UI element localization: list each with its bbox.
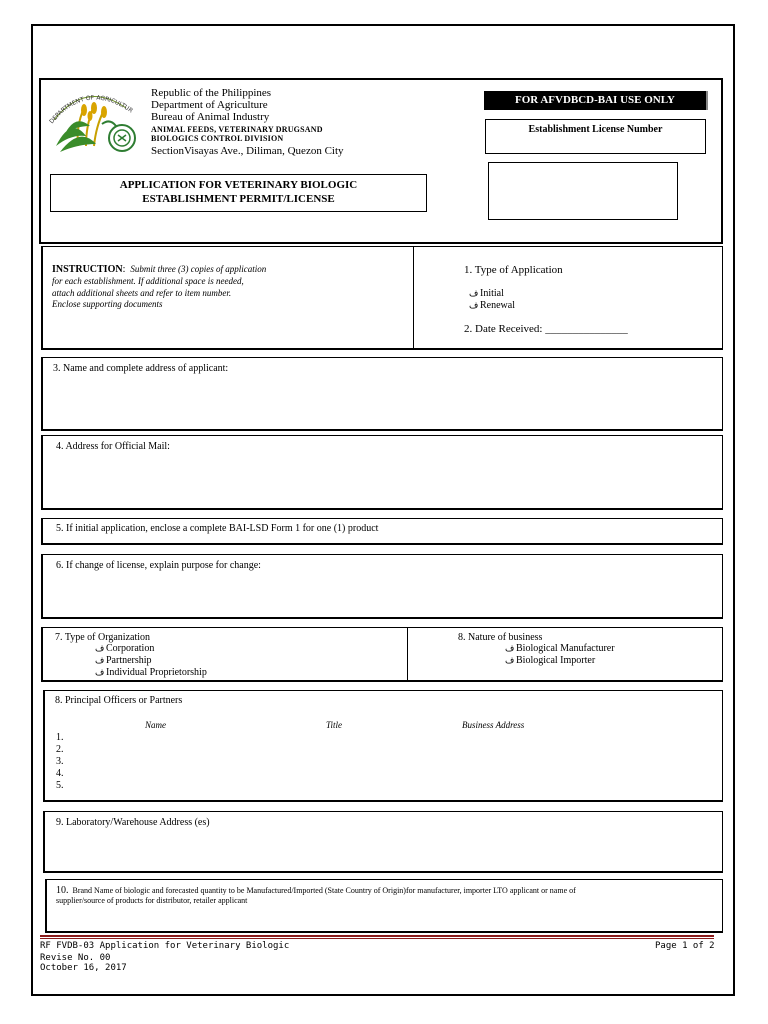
officer-row-5[interactable]: 5.	[56, 780, 64, 791]
section-8-officers-label: 8. Principal Officers or Partners	[55, 695, 183, 706]
section-10-text-line1: Brand Name of biologic and forecasted quantity to be Manufactured/Imported (State Country of Origin)for manufacturer, importer LTO applicant or name of	[72, 886, 576, 895]
section-9-label: 9. Laboratory/Warehouse Address (es)	[56, 817, 210, 828]
section-7-8-divider	[407, 628, 408, 681]
checkbox-icon: ف	[95, 656, 105, 666]
section-10-number: 10.	[56, 885, 69, 896]
republic-text: Republic of the Philippines	[151, 87, 272, 99]
office-use-badge: FOR AFVDBCD-BAI USE ONLY	[484, 91, 708, 110]
checkbox-renewal[interactable]	[469, 300, 515, 312]
section-6-change-box[interactable]	[41, 554, 723, 619]
section-8-officers-box[interactable]	[43, 690, 723, 802]
footer-rule-thin	[40, 938, 714, 939]
instruction-line2: for each establishment. If additional space is needed,	[52, 276, 244, 286]
checkbox-icon: ف	[505, 656, 515, 666]
checkbox-biological-importer[interactable]	[505, 655, 595, 667]
section-4-label: 4. Address for Official Mail:	[56, 441, 170, 452]
officer-row-1[interactable]: 1.	[56, 732, 64, 743]
instruction-divider	[413, 247, 414, 349]
license-number-field[interactable]	[488, 162, 678, 220]
section-10-brand-box[interactable]	[45, 879, 723, 933]
department-text: Department of Agriculture	[151, 99, 268, 111]
form-title-box	[50, 174, 427, 212]
license-number-label: Establishment License Number	[528, 124, 663, 135]
option-partnership-label: Partnership	[106, 655, 152, 666]
section-5-box	[41, 518, 723, 545]
checkbox-icon: ف	[95, 668, 105, 678]
checkbox-initial[interactable]	[469, 288, 504, 300]
checkbox-icon: ف	[95, 644, 105, 654]
officer-row-3[interactable]: 3.	[56, 756, 64, 767]
section-8-nature-label: 8. Nature of business	[458, 632, 543, 643]
option-importer-label: Biological Importer	[516, 655, 596, 666]
checkbox-corporation[interactable]	[95, 643, 154, 655]
footer-rule	[40, 935, 714, 937]
form-title-line1: APPLICATION FOR VETERINARY BIOLOGIC	[119, 179, 358, 191]
division-line1: ANIMAL FEEDS, VETERINARY DRUGSAND	[151, 125, 323, 134]
officer-row-2[interactable]: 2.	[56, 744, 64, 755]
section-3-applicant-box[interactable]	[41, 357, 723, 431]
option-corporation-label: Corporation	[106, 643, 155, 654]
option-initial-label: Initial	[480, 288, 504, 299]
instruction-block	[52, 264, 402, 311]
instruction-line4: Enclose supporting documents	[52, 299, 163, 309]
division-line2: BIOLOGICS CONTROL DIVISION	[151, 134, 284, 143]
section-10-text-line2: supplier/source of products for distributor, retailer applicant	[56, 896, 248, 905]
instruction-line1: Submit three (3) copies of application	[130, 264, 267, 274]
checkbox-partnership[interactable]	[95, 655, 152, 667]
department-logo	[46, 86, 148, 160]
instruction-label: INSTRUCTION	[52, 264, 123, 275]
footer-form-name: RF FVDB-03 Application for Veterinary Biologic	[40, 941, 290, 951]
type-of-application-label: 1. Type of Application	[464, 264, 563, 276]
section-9-warehouse-box[interactable]	[43, 811, 723, 873]
column-header-name: Name	[145, 720, 166, 730]
instruction-line3: attach additional sheets and refer to item number.	[52, 287, 232, 298]
section-4-mail-box[interactable]	[41, 435, 723, 510]
checkbox-biological-manufacturer[interactable]	[505, 643, 615, 655]
logo-text: DEPARTMENT OF AGRICULTUR	[48, 94, 135, 126]
column-header-title: Title	[326, 720, 343, 730]
option-manufacturer-label: Biological Manufacturer	[516, 643, 615, 654]
section-6-label: 6. If change of license, explain purpose for change:	[56, 560, 261, 571]
office-address: SectionVisayas Ave., Diliman, Quezon City	[151, 145, 344, 157]
section-3-label: 3. Name and complete address of applicant:	[53, 363, 229, 374]
checkbox-icon: ف	[505, 644, 515, 654]
checkbox-individual-proprietorship[interactable]	[95, 667, 207, 679]
footer-page-number: Page 1 of 2	[655, 941, 715, 951]
officer-row-4[interactable]: 4.	[56, 768, 64, 779]
checkbox-icon: ف	[469, 301, 479, 311]
option-individual-label: Individual Proprietorship	[106, 667, 207, 678]
date-received-field[interactable]: 2. Date Received: _______________	[464, 323, 628, 335]
checkbox-icon: ف	[469, 289, 479, 299]
license-number-label-box	[485, 119, 706, 154]
instruction-colon: :	[122, 264, 126, 275]
footer-date: October 16, 2017	[40, 963, 127, 973]
footer-revision: Revise No. 00	[40, 953, 111, 963]
bureau-text: Bureau of Animal Industry	[151, 111, 270, 123]
column-header-business-address: Business Address	[462, 720, 525, 730]
section-5-label: 5. If initial application, enclose a complete BAI-LSD Form 1 for one (1) product	[56, 523, 379, 534]
option-renewal-label: Renewal	[480, 300, 515, 311]
form-title-line2: ESTABLISHMENT PERMIT/LICENSE	[142, 193, 335, 205]
section-7-label: 7. Type of Organization	[55, 632, 151, 643]
